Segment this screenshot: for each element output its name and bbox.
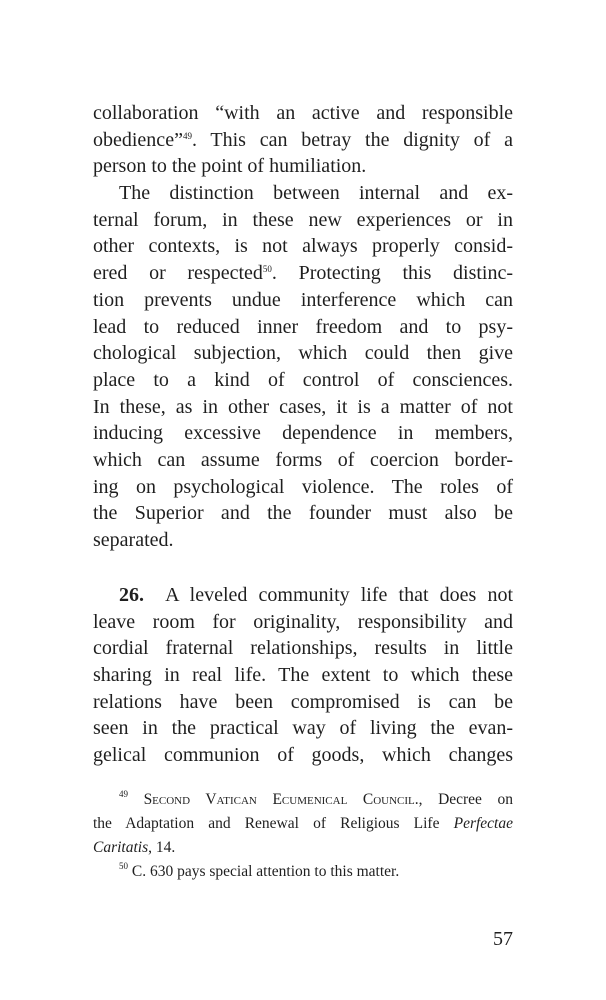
section-number: 26. [119, 584, 144, 606]
page-number: 57 [493, 928, 513, 950]
footnote-50: $^{50}$ C. 630 pays special attention to this matter. [119, 861, 400, 880]
footnote-ref: 49 [182, 130, 192, 141]
footnote-49: $^{49}$ Second Vatican Ecumenical Council., Decree on [119, 789, 513, 808]
section-26: 26. A leveled community life that does not leave room for originality, responsibility and cordial fraternal relationships, results in little sharing in real life. The extent to which these relations have been compromised is can be seen in the practical way of living the evan- gelical communion of goods, which changes [93, 584, 514, 767]
footnote-ref: 50 [262, 264, 272, 275]
paragraph-continued: collaboration “with an active and responsible obedience”$^{49}$. This can betray the dignity of a person to the point of humiliation. [93, 102, 513, 178]
footnotes: $^{49}$ Second Vatican Ecumenical Council., Decree on the Adaptation and Renewal of Religious Life Perfectae Caritatis, 14. $^{50}$ C. 630 pays special attention to this matter. [93, 788, 513, 884]
paragraph-forum: The distinction between internal and ex- ternal forum, in these new experiences or in other contexts, is not always properly consid- ered or respected$^{50}$. Protecting this distinc- tion prevents undue interference which can lead to reduced inner freedom and to psy- chological subjection, which could then give place to a kind of control of consciences. In these, as in other cases, it is a matter of not inducing excessive dependence in members, which can assume forms of coercion border- ing on psychological violence. The roles of the Superior and the founder must also be separated. [93, 182, 514, 552]
